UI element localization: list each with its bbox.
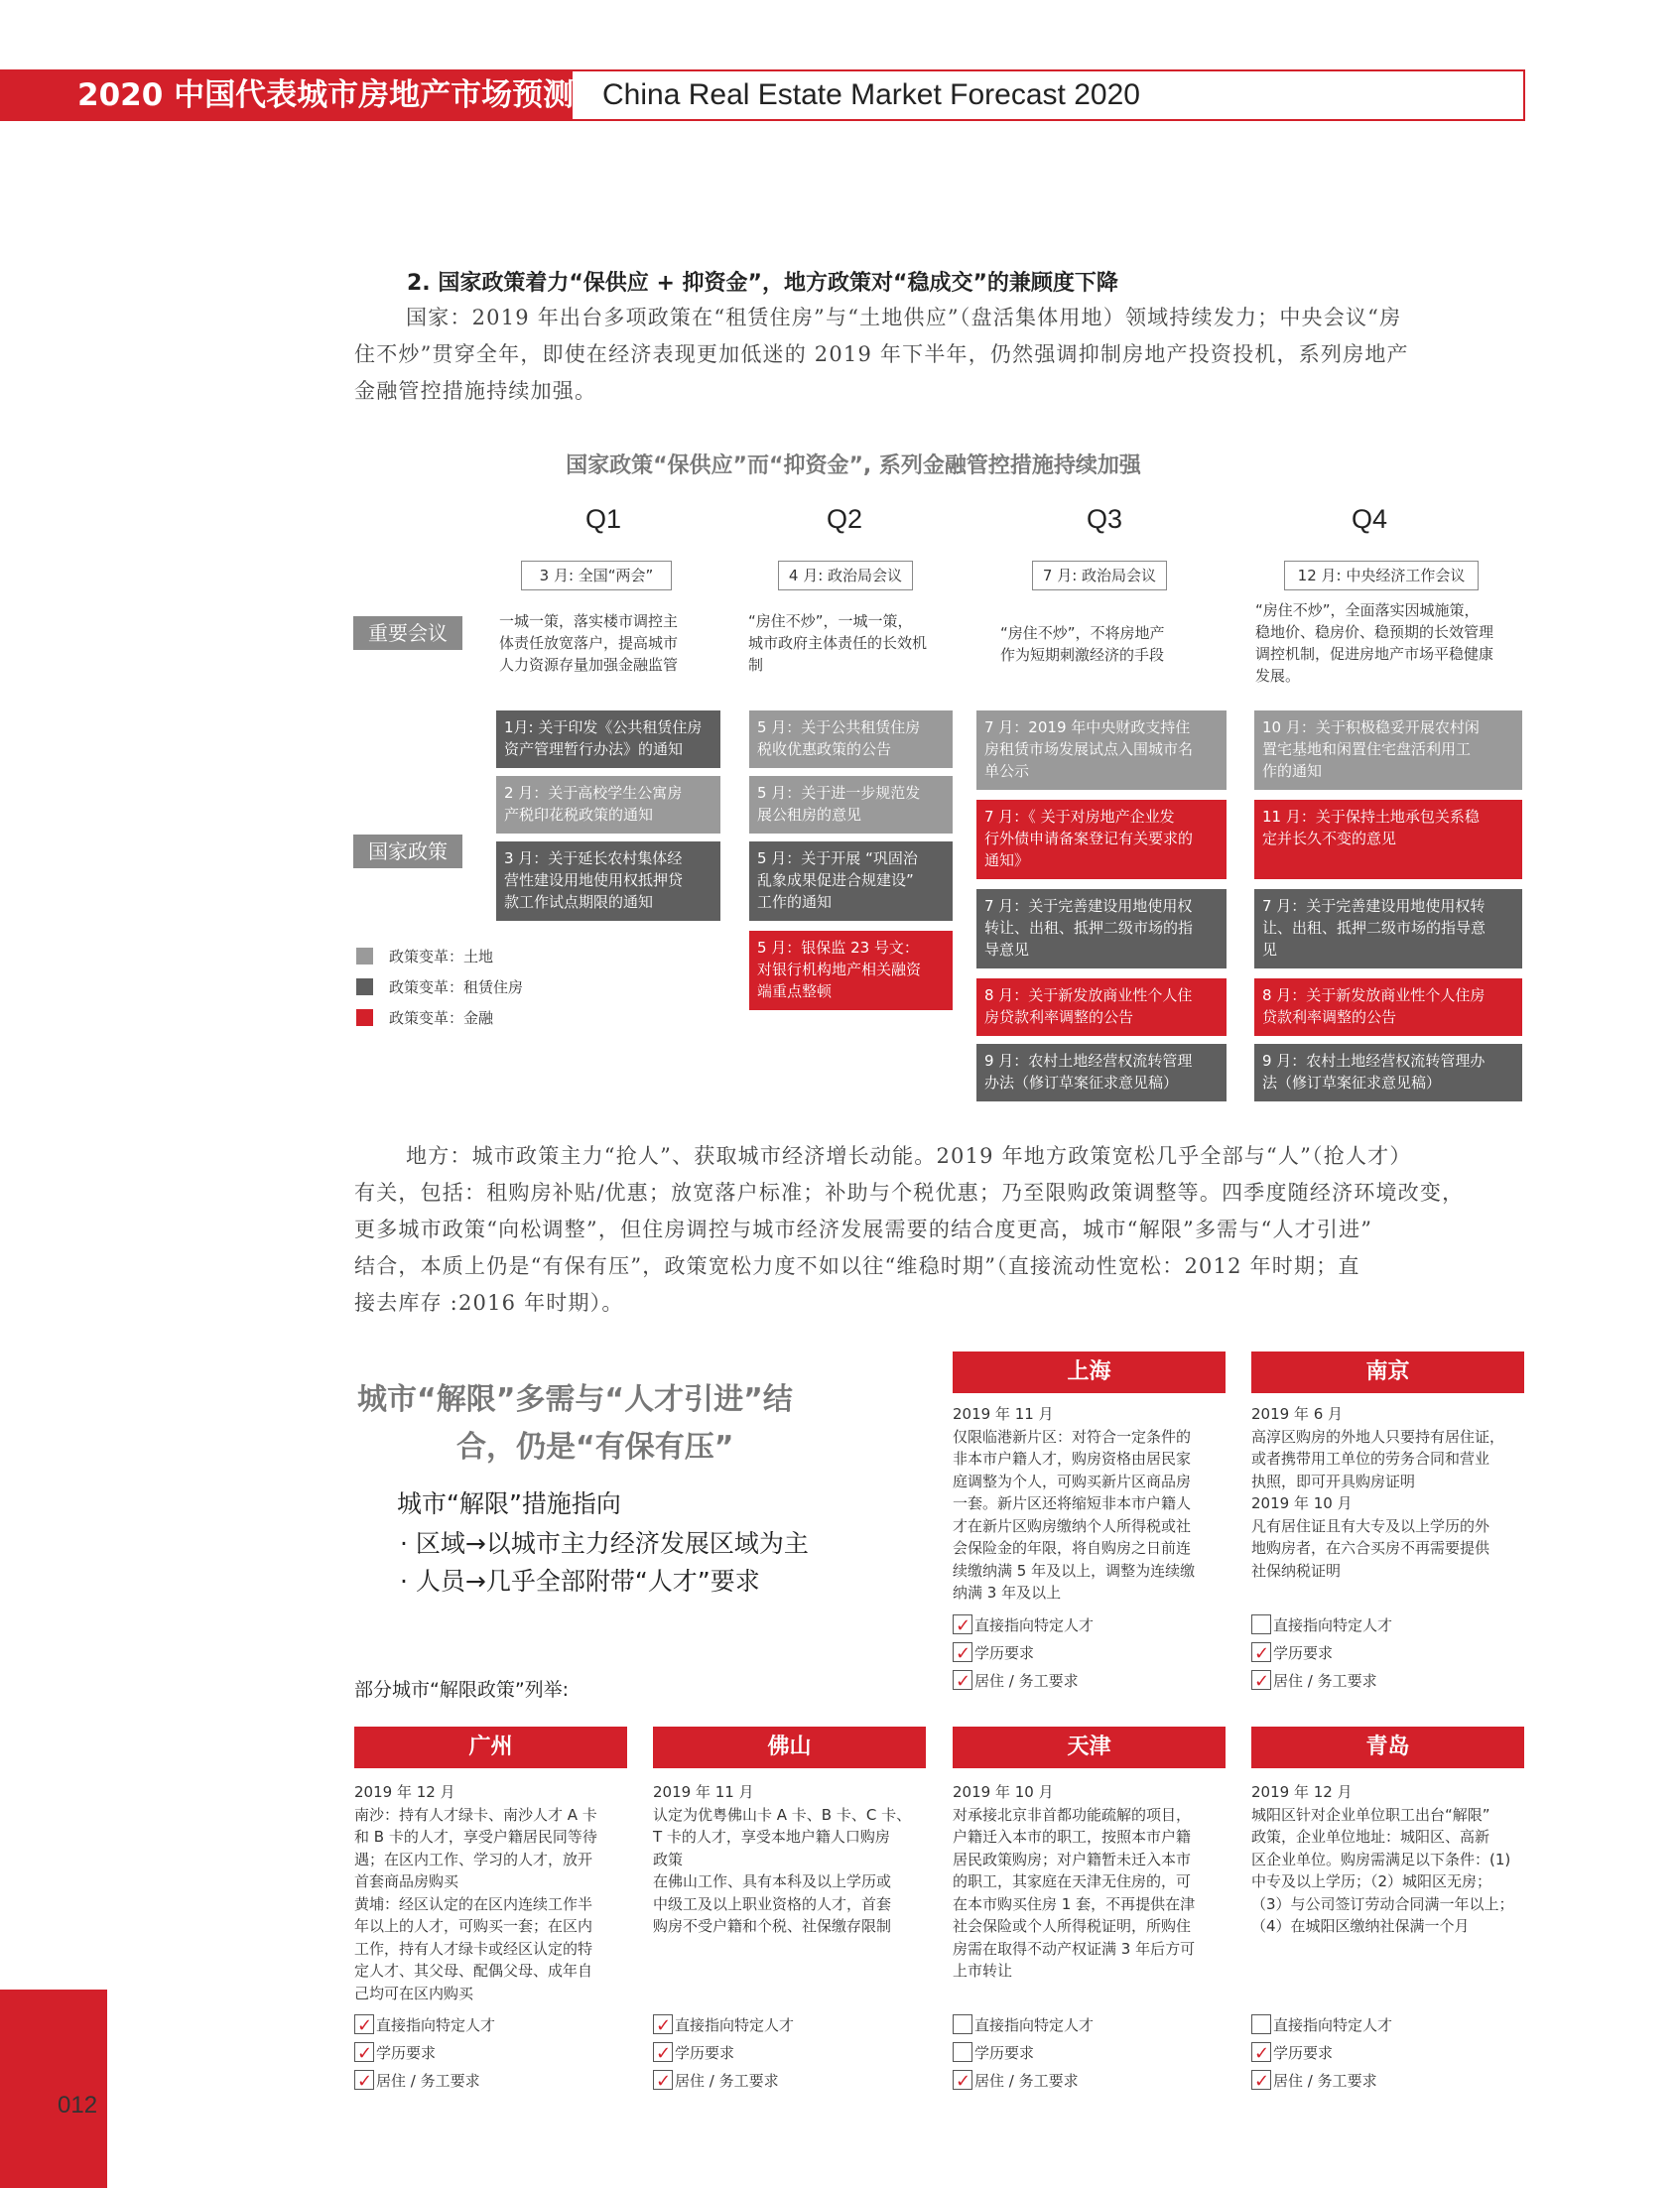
checkbox-icon	[653, 2070, 673, 2090]
checkbox-icon	[653, 2014, 673, 2034]
meeting-q3: 7 月: 政治局会议	[1032, 561, 1167, 590]
checkbox-icon	[354, 2014, 374, 2034]
legend-label-land: 政策变革：土地	[389, 948, 494, 965]
policy-box: 7 月：关于完善建设用地使用权转 让、出租、抵押二级市场的指导意 见	[1254, 889, 1522, 968]
meeting-desc-q4: “房住不炒”，全面落实因城施策， 稳地价、稳房价、稳预期的长效管理 调控机制，促进房地产市场平稳健康 发展。	[1255, 601, 1494, 685]
legend-swatch-rent	[356, 978, 373, 995]
checkbox-icon	[953, 2014, 972, 2034]
city-header-qingdao: 青岛	[1251, 1727, 1524, 1768]
quarter-q3: Q3	[1087, 504, 1123, 534]
policy-box: 10 月：关于积极稳妥开展农村闲 置宅基地和闲置住宅盘活利用工 作的通知	[1254, 710, 1522, 790]
checkbox-icon	[1251, 2014, 1271, 2034]
policy-box: 11 月：关于保持土地承包关系稳 定并长久不变的意见	[1254, 800, 1522, 879]
city-header-shanghai: 上海	[953, 1351, 1226, 1393]
policy-box: 9 月：农村土地经营权流转管理 办法（修订草案征求意见稿）	[976, 1044, 1227, 1101]
checkbox-icon	[1251, 1670, 1271, 1690]
checkbox-icon	[1251, 1614, 1271, 1634]
local-paragraph-line: 更多城市政策“向松调整”，但住房调控与城市经济发展需要的结合度更高，城市“解限”多需与“人才引进”	[354, 1218, 1373, 1241]
checkbox-icon	[1251, 2070, 1271, 2090]
meeting-desc-q3: “房住不炒”，不将房地产 作为短期刺激经济的手段	[1000, 624, 1165, 664]
header-title-en: China Real Estate Market Forecast 2020	[573, 69, 1525, 121]
city-text-nanjing: 2019 年 6 月 高淳区购房的外地人只要持有居住证， 或者携带用工单位的劳务合同和营业 执照，即可开具购房证明 2019 年 10 月 凡有居住证且有大专及以上学历的外 地购房者，在六合买房不再需要提供 社保纳税证明	[1251, 1405, 1505, 1580]
checkbox-icon	[653, 2042, 673, 2062]
local-paragraph-line: 地方：城市政策主力“抢人”、获取城市经济增长动能。2019 年地方政策宽松几乎全部与“人”（抢人才）	[406, 1144, 1412, 1168]
direction-title: 城市“解限”措施指向	[397, 1489, 621, 1518]
direction-item: · 区域→以城市主力经济发展区域为主	[400, 1529, 809, 1558]
page-number: 012	[58, 2092, 98, 2119]
city-text-shanghai: 2019 年 11 月 仅限临港新片区：对符合一定条件的 非本市户籍人才，购房资格由居民家 庭调整为个人，可购买新片区商品房 一套。新片区还将缩短非本市户籍人 才在新片区购房缴纳个人所得税或社 会保险金的年限，将自购房之日前连 续缴纳满 5 年及以上，调整为连续缴 纳满 3 年及以上	[953, 1405, 1196, 1602]
meeting-desc-q1: 一城一策，落实楼市调控主 体责任放宽落户，提高城市 人力资源存量加强金融监管	[499, 612, 679, 674]
local-paragraph-line: 接去库存 :2016 年时期）。	[354, 1291, 624, 1315]
figure-title: 国家政策“保供应”而“抑资金”, 系列金融管控措施持续加强	[566, 453, 1141, 478]
checklist-shanghai: ✓直接指向特定人才 ✓学历要求 ✓居住 / 务工要求	[953, 1611, 1094, 1695]
checkbox-icon	[1251, 2042, 1271, 2062]
quarter-q4: Q4	[1352, 504, 1388, 534]
local-paragraph	[354, 1138, 1525, 1322]
policy-box: 8 月：关于新发放商业性个人住房 贷款利率调整的公告	[1254, 978, 1522, 1036]
quarter-q2: Q2	[827, 504, 863, 534]
meeting-q4: 12 月: 中央经济工作会议	[1284, 561, 1479, 590]
section-title: 2. 国家政策着力“保供应 + 抑资金”，地方政策对“稳成交”的兼顾度下降	[407, 271, 1118, 296]
policy-box: 5 月：关于公共租赁住房 税收优惠政策的公告	[749, 710, 953, 768]
page-corner-block	[0, 1990, 107, 2188]
policy-box: 1月: 关于印发《公共租赁住房 资产管理暂行办法》的通知	[496, 710, 720, 768]
national-paragraph-line: 金融管控措施持续加强。	[354, 379, 597, 403]
checklist-tianjin: 直接指向特定人才 学历要求 ✓居住 / 务工要求	[953, 2011, 1094, 2095]
policy-box: 3 月：关于延长农村集体经 营性建设用地使用权抵押贷 款工作试点期限的通知	[496, 841, 720, 921]
local-paragraph-line: 有关，包括：租购房补贴/优惠；放宽落户标准；补助与个税优惠；乃至限购政策调整等。四季度随经济环境改变，	[354, 1181, 1465, 1205]
policy-box: 7 月：关于完善建设用地使用权 转让、出租、抵押二级市场的指 导意见	[976, 889, 1227, 968]
meeting-q1: 3 月: 全国“两会”	[521, 561, 672, 590]
meeting-q2: 4 月: 政治局会议	[778, 561, 913, 590]
checkbox-icon	[953, 1670, 972, 1690]
checklist-guangzhou: ✓直接指向特定人才 ✓学历要求 ✓居住 / 务工要求	[354, 2011, 495, 2095]
policy-box: 2 月：关于高校学生公寓房 产税印花税政策的通知	[496, 776, 720, 834]
meeting-desc-q2: “房住不炒”，一城一策， 城市政府主体责任的长效机 制	[748, 612, 928, 674]
policy-box: 7 月：2019 年中央财政支持住 房租赁市场发展试点入围城市名 单公示	[976, 710, 1227, 790]
city-text-qingdao: 2019 年 12 月 城阳区针对企业单位职工出台“解限” 政策，企业单位地址：城阳区、高新 区企业单位。购房需满足以下条件：(1) 中专及以上学历；（2）城阳区无房； （3）与公司签订劳动合同满一年以上； （4）在城阳区缴纳社保满一个月	[1251, 1783, 1514, 1935]
city-header-foshan: 佛山	[653, 1727, 926, 1768]
row-label-policy: 国家政策	[353, 835, 462, 868]
legend-swatch-finance	[356, 1009, 373, 1026]
policy-box: 7 月：《 关于对房地产企业发 行外债申请备案登记有关要求的 通知》	[976, 800, 1227, 879]
national-paragraph-line: 住不炒”贯穿全年，即使在经济表现更加低迷的 2019 年下半年，仍然强调抑制房地产投资投机，系列房地产	[354, 342, 1409, 366]
national-paragraph	[354, 300, 1525, 410]
city-text-guangzhou: 2019 年 12 月 南沙：持有人才绿卡、南沙人才 A 卡 和 B 卡的人才，享受户籍居民同等待 遇；在区内工作、学习的人才，放开 首套商品房购买 黄埔：经区认定的在区内连续工作半 年以上的人才，可购买一套；在区内 工作，持有人才绿卡或经区认定的特 定人才、其父母、配偶父母、成年自 己均可在区内购买	[354, 1783, 597, 2002]
city-text-tianjin: 2019 年 10 月 对承接北京非首都功能疏解的项目， 户籍迁入本市的职工，按照本市户籍 居民政策购房；对户籍暂未迁入本市 的职工，其家庭在天津无住房的，可 在本市购买住房 1 套，不再提供在津 社会保险或个人所得税证明，所购住 房需在取得不动产权证满 3 年后方可 上市转让	[953, 1783, 1196, 1980]
city-list-title: 部分城市“解限政策”列举:	[354, 1679, 570, 1701]
checklist-qingdao: 直接指向特定人才 ✓学历要求 ✓居住 / 务工要求	[1251, 2011, 1392, 2095]
checkbox-icon	[953, 2070, 972, 2090]
policy-box: 5 月：关于进一步规范发 展公租房的意见	[749, 776, 953, 834]
checkbox-icon	[354, 2042, 374, 2062]
legend-label-finance: 政策变革：金融	[389, 1009, 494, 1027]
policy-box: 5 月：银保监 23 号文： 对银行机构地产相关融资 端重点整顿	[749, 931, 953, 1010]
slogan-line-2: 合，仍是“有保有压”	[456, 1430, 734, 1465]
city-header-nanjing: 南京	[1251, 1351, 1524, 1393]
legend-swatch-land	[356, 948, 373, 965]
national-paragraph-line: 国家：2019 年出台多项政策在“租赁住房”与“土地供应”（盘活集体用地）领域持续发力；中央会议“房	[406, 306, 1402, 329]
quarter-q1: Q1	[585, 504, 622, 534]
city-header-guangzhou: 广州	[354, 1727, 627, 1768]
direction-item: · 人员→几乎全部附带“人才”要求	[400, 1567, 760, 1596]
header-title-cn: 2020 中国代表城市房地产市场预测	[0, 69, 573, 121]
checkbox-icon	[354, 2070, 374, 2090]
checkbox-icon	[953, 1614, 972, 1634]
city-text-foshan: 2019 年 11 月 认定为优粤佛山卡 A 卡、B 卡、C 卡、 T 卡的人才，享受本地户籍人口购房 政策 在佛山工作、具有本科及以上学历或 中级工及以上职业资格的人才，首套 购房不受户籍和个税、社保缴存限制	[653, 1783, 912, 1935]
row-label-meeting: 重要会议	[353, 616, 462, 650]
checklist-foshan: ✓直接指向特定人才 ✓学历要求 ✓居住 / 务工要求	[653, 2011, 794, 2095]
local-paragraph-line: 结合，本质上仍是“有保有压”，政策宽松力度不如以往“维稳时期”（直接流动性宽松：2012 年时期；直	[354, 1254, 1360, 1278]
policy-box: 8 月：关于新发放商业性个人住 房贷款利率调整的公告	[976, 978, 1227, 1036]
slogan-line-1: 城市“解限”多需与“人才引进”结	[357, 1382, 793, 1417]
city-header-tianjin: 天津	[953, 1727, 1226, 1768]
policy-box: 9 月：农村土地经营权流转管理办 法（修订草案征求意见稿）	[1254, 1044, 1522, 1101]
checkbox-icon	[953, 1642, 972, 1662]
checkbox-icon	[953, 2042, 972, 2062]
policy-box: 5 月：关于开展 “巩固治 乱象成果促进合规建设” 工作的通知	[749, 841, 953, 921]
legend-label-rent: 政策变革：租赁住房	[389, 978, 524, 996]
checkbox-icon	[1251, 1642, 1271, 1662]
checklist-nanjing: 直接指向特定人才 ✓学历要求 ✓居住 / 务工要求	[1251, 1611, 1392, 1695]
